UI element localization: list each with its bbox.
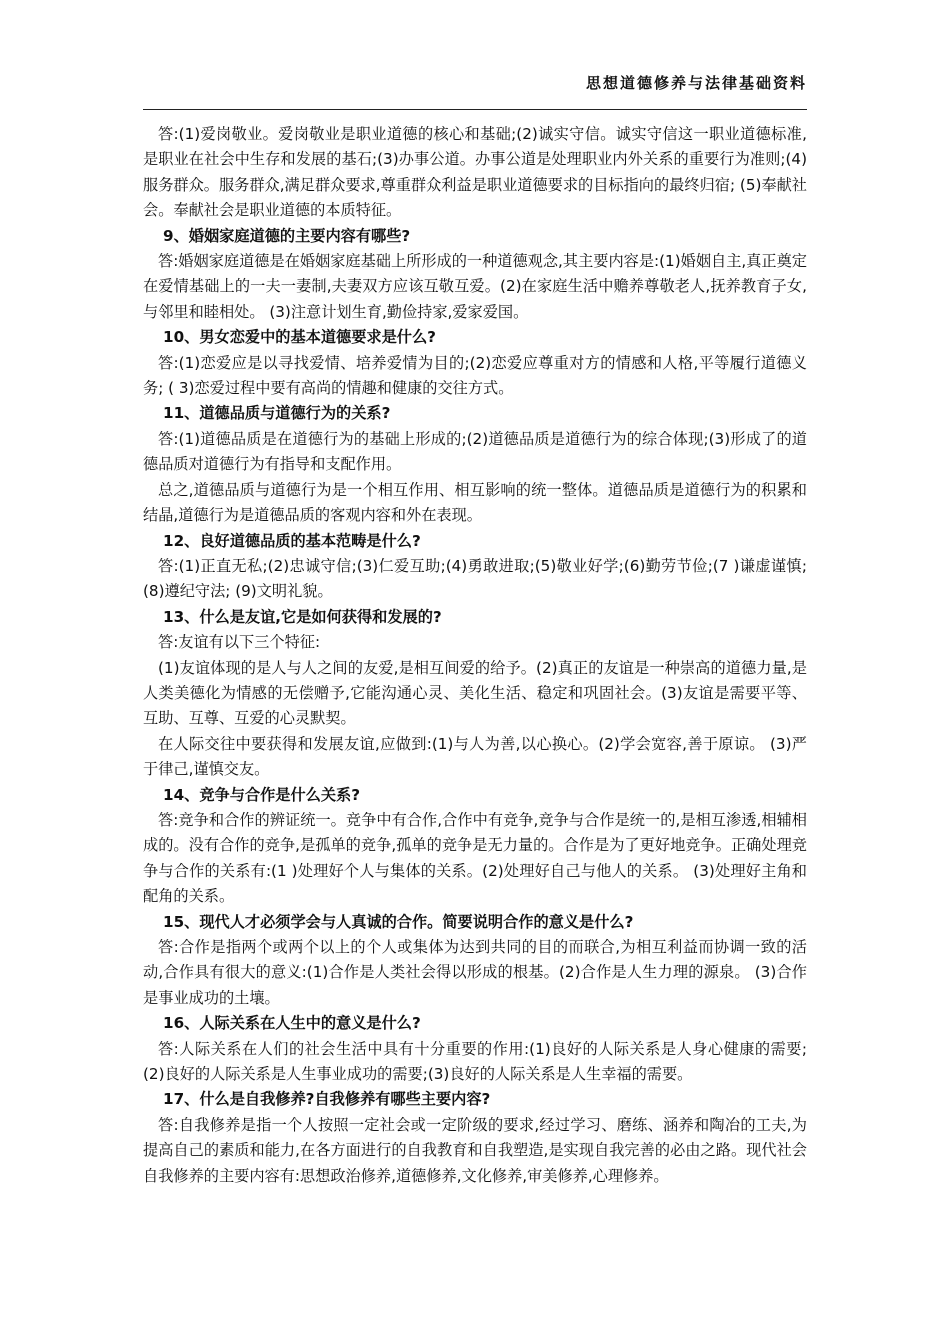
question-heading: 17、什么是自我修养?自我修养有哪些主要内容? bbox=[163, 1090, 491, 1109]
question-heading: 10、男女恋爱中的基本道德要求是什么? bbox=[163, 328, 436, 347]
answer-paragraph: 答:竞争和合作的辨证统一。竞争中有合作,合作中有竞争,竞争与合作是统一的,是相互渗透,相辅相成的。没有合作的竞争,是孤单的竞争,孤单的竞争是无力量的。合作是为了更好地竞争。正确处理竞争与合作的关系有:(1 )处理好个人与集体的关系。(2)处理好自己与他人的关系。 (3)处理好主角和配角的关系。 bbox=[143, 810, 807, 906]
answer-paragraph: (1)友谊体现的是人与人之间的友爱,是相互间爱的给予。(2)真正的友谊是一种崇高的道德力量,是人类美德化为情感的无偿赠予,它能沟通心灵、美化生活、稳定和巩固社会。(3)友谊是需要平等、互助、互尊、互爱的心灵默契。 bbox=[143, 658, 807, 728]
question-heading: 9、婚姻家庭道德的主要内容有哪些? bbox=[163, 226, 411, 245]
answer-paragraph: 答:(1)道德品质是在道德行为的基础上形成的;(2)道德品质是道德行为的综合体现;(3)形成了的道德品质对道德行为有指导和支配作用。 bbox=[143, 429, 807, 474]
answer-paragraph: 答:友谊有以下三个特征: bbox=[158, 633, 321, 652]
question-heading: 12、良好道德品质的基本范畴是什么? bbox=[163, 531, 421, 550]
answer-paragraph: 答:人际关系在人们的社会生活中具有十分重要的作用:(1)良好的人际关系是人身心健康的需要;(2)良好的人际关系是人生事业成功的需要;(3)良好的人际关系是人生幸福的需要。 bbox=[143, 1039, 807, 1084]
question-heading: 14、竞争与合作是什么关系? bbox=[163, 785, 361, 804]
question-heading: 11、道德品质与道德行为的关系? bbox=[163, 404, 391, 423]
answer-paragraph: 答:自我修养是指一个人按照一定社会或一定阶级的要求,经过学习、磨练、涵养和陶冶的工夫,为提高自己的素质和能力,在各方面进行的自我教育和自我塑造,是实现自我完善的必由之路。现代社会自我修养的主要内容有:思想政治修养,道德修养,文化修养,审美修养,心理修养。 bbox=[143, 1115, 807, 1185]
answer-paragraph: 总之,道德品质与道德行为是一个相互作用、相互影响的统一整体。道德品质是道德行为的积累和结晶,道德行为是道德品质的客观内容和外在表现。 bbox=[143, 480, 807, 525]
question-heading: 13、什么是友谊,它是如何获得和发展的? bbox=[163, 607, 442, 626]
answer-paragraph: 答:婚姻家庭道德是在婚姻家庭基础上所形成的一种道德观念,其主要内容是:(1)婚姻自主,真正奠定在爱情基础上的一夫一妻制,夫妻双方应该互敬互爱。(2)在家庭生活中赡养尊敬老人,抚养教育子女,与邻里和睦相处。 (3)注意计划生育,勤俭持家,爱家爱国。 bbox=[143, 252, 807, 321]
document-body bbox=[143, 122, 807, 1189]
answer-paragraph: 答:合作是指两个或两个以上的个人或集体为达到共同的目的而联合,为相互利益而协调一致的活动,合作具有很大的意义:(1)合作是人类社会得以形成的根基。(2)合作是人生力理的源泉。 (3)合作是事业成功的土壤。 bbox=[143, 938, 807, 1007]
header-title: 思想道德修养与法律基础资料 bbox=[585, 74, 807, 92]
question-heading: 15、现代人才必须学会与人真诚的合作。简要说明合作的意义是什么? bbox=[163, 912, 634, 931]
answer-paragraph: 答:(1)爱岗敬业。爱岗敬业是职业道德的核心和基础;(2)诚实守信。诚实守信这一职业道德标准,是职业在社会中生存和发展的基石;(3)办事公道。办事公道是处理职业内外关系的重要行为准则;(4)服务群众。服务群众,满足群众要求,尊重群众利益是职业道德要求的目标指向的最终归宿; (5)奉献社会。奉献社会是职业道德的本质特征。 bbox=[143, 125, 807, 220]
question-heading: 16、人际关系在人生中的意义是什么? bbox=[163, 1014, 421, 1033]
header-divider bbox=[143, 109, 807, 110]
answer-paragraph: 答:(1)恋爱应是以寻找爱情、培养爱情为目的;(2)恋爱应尊重对方的情感和人格,平等履行道德义务; ( 3)恋爱过程中要有高尚的情趣和健康的交往方式。 bbox=[143, 353, 807, 398]
answer-paragraph: 答:(1)正直无私;(2)忠诚守信;(3)仁爱互助;(4)勇敢进取;(5)敬业好学;(6)勤劳节俭;(7 )谦虚谨慎; (8)遵纪守法; (9)文明礼貌。 bbox=[143, 556, 807, 601]
answer-paragraph: 在人际交往中要获得和发展友谊,应做到:(1)与人为善,以心换心。(2)学会宽容,善于原谅。 (3)严于律己,谨慎交友。 bbox=[143, 734, 807, 779]
